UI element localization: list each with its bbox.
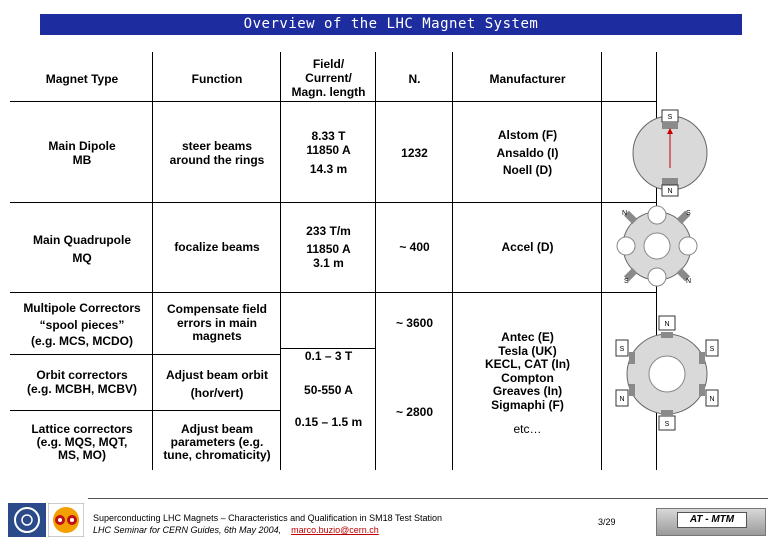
row-divider-dipole bbox=[10, 202, 656, 203]
dipole-field: 8.33 T 11850 A 14.3 m bbox=[306, 129, 351, 176]
lattice-type: Lattice correctors (e.g. MQS, MQT, MS, MO) bbox=[31, 422, 133, 462]
quadrupole-function: focalize beams bbox=[174, 240, 260, 254]
lattice-function: Adjust beam parameters (e.g. tune, chromaticity) bbox=[163, 422, 271, 462]
corrector-manufacturers-etc: etc… bbox=[513, 422, 542, 436]
col-divider-field bbox=[375, 52, 376, 470]
quadrupole-count: ~ 400 bbox=[399, 240, 430, 254]
header-function: Function bbox=[191, 72, 243, 86]
dipole-pole-s-label: S bbox=[667, 114, 673, 121]
corr-label-n-bl: N bbox=[619, 396, 625, 403]
quad-label-s-bl: S bbox=[624, 278, 629, 285]
orbit-function: Adjust beam orbit (hor/vert) bbox=[165, 368, 268, 400]
orbit-field: 0.1 – 3 T 50-550 A bbox=[304, 349, 353, 397]
col-divider-n bbox=[452, 52, 453, 470]
footer-line2: LHC Seminar for CERN Guides, 6th May 2004, marco.buzio@cern.ch bbox=[93, 525, 379, 535]
corrector-manufacturers: Antec (E) Tesla (UK) KECL, CAT (In) Compton Greaves (In) Sigmaphi (F) bbox=[484, 330, 571, 412]
header-manufacturer: Manufacturer bbox=[489, 72, 566, 86]
corr-label-s-tr: S bbox=[709, 346, 715, 353]
quad-label-n-br: N bbox=[686, 278, 692, 285]
cern-logo bbox=[8, 503, 46, 537]
row-divider-quadrupole bbox=[10, 292, 656, 293]
footer-line1: Superconducting LHC Magnets – Characteristics and Qualification in SM18 Test Station bbox=[93, 513, 443, 523]
slide-title: Overview of the LHC Magnet System bbox=[40, 14, 742, 35]
header-n: N. bbox=[408, 72, 421, 86]
corr-label-s-tl: S bbox=[619, 346, 625, 353]
quadrupole-diagram bbox=[612, 201, 702, 291]
corr-label-n-br: N bbox=[709, 396, 715, 403]
multipole-function: Compensate field errors in main magnets bbox=[166, 302, 268, 343]
orbit-type: Orbit correctors (e.g. MCBH, MCBV) bbox=[27, 368, 137, 396]
header-magnet-type: Magnet Type bbox=[45, 72, 119, 86]
quad-label-n-tl: N bbox=[622, 210, 628, 217]
footer-rule bbox=[88, 498, 768, 499]
quadrupole-manufacturer: Accel (D) bbox=[501, 240, 554, 254]
quadrupole-type: Main Quadrupole MQ bbox=[32, 233, 131, 265]
corr-label-s-bottom: S bbox=[664, 421, 670, 428]
quad-label-s-tr: S bbox=[686, 210, 691, 217]
dipole-manufacturer: Alstom (F) Ansaldo (I) Noell (D) bbox=[496, 128, 559, 177]
at-mtm-logo bbox=[656, 508, 766, 536]
col-divider-function bbox=[280, 52, 281, 470]
page-number: 3/29 bbox=[598, 517, 616, 527]
corr-label-n-top: N bbox=[664, 321, 670, 328]
row-divider-orbit bbox=[10, 410, 280, 411]
dipole-pole-n-label: N bbox=[667, 188, 673, 195]
corrector-diagram bbox=[612, 314, 722, 434]
dipole-type: Main Dipole MB bbox=[48, 139, 116, 167]
dipole-diagram bbox=[618, 108, 728, 198]
lattice-field: 0.15 – 1.5 m bbox=[294, 415, 363, 429]
header-field: Field/ Current/ Magn. length bbox=[291, 57, 366, 99]
col-divider-type bbox=[152, 52, 153, 470]
footer-email-link[interactable]: marco.buzio@cern.ch bbox=[291, 525, 379, 535]
row-divider-multipole-left bbox=[10, 354, 280, 355]
multipole-count: ~ 3600 bbox=[395, 316, 434, 330]
dipole-function: steer beams around the rings bbox=[169, 139, 265, 167]
lhc-logo bbox=[48, 503, 84, 537]
header-divider bbox=[10, 101, 656, 102]
lattice-count: ~ 2800 bbox=[395, 405, 434, 419]
col-divider-manufacturer bbox=[601, 52, 602, 470]
multipole-type: Multipole Correctors “spool pieces” (e.g. MCS, MCDO) bbox=[23, 301, 141, 348]
at-mtm-logo-text: AT - MTM bbox=[677, 512, 747, 528]
quadrupole-field: 233 T/m 11850 A 3.1 m bbox=[306, 224, 351, 270]
dipole-count: 1232 bbox=[401, 146, 428, 160]
